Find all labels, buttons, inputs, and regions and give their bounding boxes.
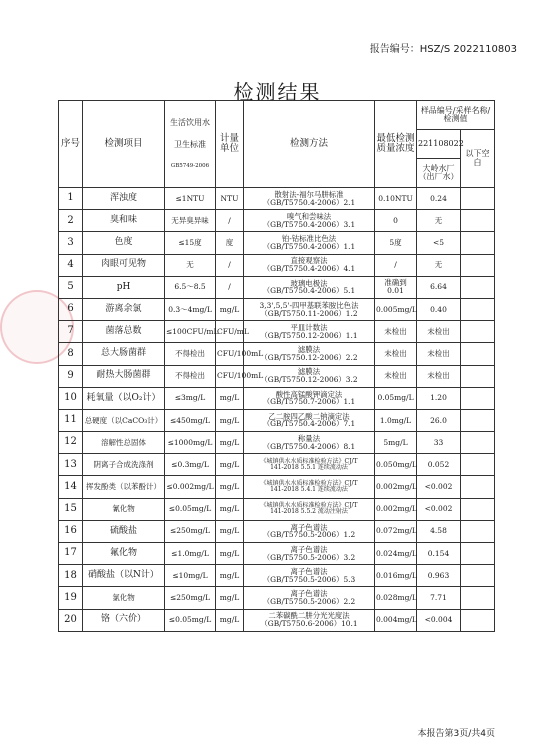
table-row — [59, 565, 495, 587]
row-limit: 不得检出 — [165, 365, 216, 387]
row-method-standard: （GB/T5750.5-2006）2.2 — [262, 596, 356, 606]
row-blank — [461, 210, 495, 232]
row-mdl: 未检出 — [375, 343, 417, 365]
row-blank — [461, 454, 495, 476]
row-value: 7.71 — [417, 587, 461, 609]
row-item: 菌落总数 — [83, 321, 165, 343]
row-unit: mg/L — [216, 298, 244, 320]
row-value: 4.58 — [417, 520, 461, 542]
row-method-name: 直接观察法 — [290, 256, 328, 266]
row-item: 总大肠菌群 — [83, 343, 165, 365]
table-row — [59, 232, 495, 254]
row-method-name: 铂-钴标准比色法 — [281, 234, 337, 244]
row-limit: ≤1NTU — [165, 188, 216, 210]
table-row — [59, 276, 495, 298]
row-value: 0.963 — [417, 565, 461, 587]
row-method-standard: （GB/T5750.5-2006）3.2 — [262, 552, 356, 562]
row-method-name: 离子色谱法 — [290, 522, 328, 532]
row-limit: ≤0.05mg/L — [165, 609, 216, 631]
row-unit: mg/L — [216, 409, 244, 431]
row-number: 1 — [59, 188, 83, 210]
row-method-standard: （GB/T5750.4-2006）5.1 — [262, 286, 356, 296]
row-value: <5 — [417, 232, 461, 254]
row-item: 色度 — [83, 232, 165, 254]
row-unit: mg/L — [216, 565, 244, 587]
row-limit: ≤0.002mg/L — [165, 476, 216, 498]
row-number: 2 — [59, 210, 83, 232]
row-blank — [461, 321, 495, 343]
row-method — [244, 498, 375, 520]
row-unit: mg/L — [216, 454, 244, 476]
row-number: 7 — [59, 321, 83, 343]
row-unit: mg/L — [216, 587, 244, 609]
row-method — [244, 365, 375, 387]
row-mdl: 0 — [375, 210, 417, 232]
row-limit: ≤0.05mg/L — [165, 498, 216, 520]
row-unit: CFU/100mL — [216, 365, 244, 387]
row-number: 12 — [59, 432, 83, 454]
row-value: 无 — [417, 210, 461, 232]
row-blank — [461, 609, 495, 631]
table-row — [59, 365, 495, 387]
row-method — [244, 232, 375, 254]
header-method: 检测方法 — [244, 101, 375, 188]
row-method-standard: （GB/T5750.4-2006）8.1 — [262, 441, 356, 451]
row-number: 16 — [59, 520, 83, 542]
row-mdl: 准确到0.01 — [375, 276, 417, 298]
page-footer: 本报告第3页/共4页 — [417, 729, 495, 739]
row-limit: 不得检出 — [165, 343, 216, 365]
row-value: 33 — [417, 432, 461, 454]
header-item: 检测项目 — [83, 101, 165, 188]
row-value: 6.64 — [417, 276, 461, 298]
row-unit: mg/L — [216, 609, 244, 631]
row-blank — [461, 276, 495, 298]
row-item: 肉眼可见物 — [83, 254, 165, 276]
row-unit: mg/L — [216, 476, 244, 498]
row-mdl: 未检出 — [375, 321, 417, 343]
row-limit: ≤450mg/L — [165, 409, 216, 431]
row-item: 臭和味 — [83, 210, 165, 232]
table-row — [59, 298, 495, 320]
results-table — [58, 100, 495, 632]
row-mdl: 5mg/L — [375, 432, 417, 454]
header-standard-code: GB5749-2006 — [170, 162, 210, 169]
row-method-standard: （GB/T5750.4-2006）1.1 — [262, 241, 356, 251]
table-row — [59, 409, 495, 431]
row-blank — [461, 498, 495, 520]
row-method — [244, 543, 375, 565]
row-value: 26.0 — [417, 409, 461, 431]
row-unit: mg/L — [216, 432, 244, 454]
header-mdl: 最低检测质量浓度 — [375, 101, 417, 188]
row-method — [244, 409, 375, 431]
row-blank — [461, 565, 495, 587]
row-method-name: 乙二胺四乙酸二钠滴定法 — [268, 411, 350, 421]
row-method-name: 《城镇供水水质标准检验方法》CJ/T — [260, 501, 358, 509]
row-item: 总硬度（以CaCO₃计） — [83, 409, 165, 431]
row-method-standard: （GB/T5750.4-2006）2.1 — [262, 197, 356, 207]
row-item: pH — [83, 276, 165, 298]
row-method — [244, 254, 375, 276]
row-value: <0.002 — [417, 498, 461, 520]
row-number: 5 — [59, 276, 83, 298]
row-mdl: 0.10NTU — [375, 188, 417, 210]
row-blank — [461, 543, 495, 565]
row-method — [244, 520, 375, 542]
row-number: 6 — [59, 298, 83, 320]
row-method — [244, 387, 375, 409]
row-limit: 无 — [165, 254, 216, 276]
header-sample-name: 大岭水厂（出厂水） — [417, 159, 461, 188]
row-limit: ≤10mg/L — [165, 565, 216, 587]
row-item: 浑浊度 — [83, 188, 165, 210]
row-method-standard: （GB/T5750.6-2006）10.1 — [260, 619, 358, 629]
row-blank — [461, 409, 495, 431]
row-method-name: 滤膜法 — [297, 367, 321, 377]
row-unit: mg/L — [216, 498, 244, 520]
row-number: 19 — [59, 587, 83, 609]
row-mdl: 0.028mg/L — [375, 587, 417, 609]
header-unit: 计量单位 — [216, 101, 244, 188]
row-blank — [461, 254, 495, 276]
row-method — [244, 587, 375, 609]
row-mdl: 1.0mg/L — [375, 409, 417, 431]
table-row — [59, 609, 495, 631]
row-value: 0.40 — [417, 298, 461, 320]
row-limit: 无异臭异味 — [165, 210, 216, 232]
row-value: 未检出 — [417, 365, 461, 387]
table-row — [59, 432, 495, 454]
row-method-name: 嗅气和尝味法 — [286, 212, 332, 222]
row-number: 15 — [59, 498, 83, 520]
row-method-standard: （GB/T5750.12-2006）3.2 — [260, 375, 358, 385]
table-row — [59, 454, 495, 476]
row-blank — [461, 587, 495, 609]
header-sample-group: 样品编号/采样名称/检测值 — [417, 101, 495, 130]
header-standard-line1: 生活饮用水 — [170, 117, 210, 127]
report-number: 报告编号：HSZ/S 2022110803 — [369, 44, 517, 55]
row-item: 挥发酚类（以苯酚计） — [83, 476, 165, 498]
header-standard-line2: 卫生标准 — [174, 140, 206, 150]
table-row — [59, 476, 495, 498]
row-limit: ≤1000mg/L — [165, 432, 216, 454]
row-number: 10 — [59, 387, 83, 409]
row-method-standard: 141-2018 5.4.1 连续流动法 — [270, 486, 348, 494]
row-method-standard: （GB/T5750.4-2006）4.1 — [262, 264, 356, 274]
header-sample-id: 221108022 — [417, 130, 461, 159]
row-unit: mg/L — [216, 387, 244, 409]
table-row — [59, 587, 495, 609]
row-number: 11 — [59, 409, 83, 431]
table-row — [59, 210, 495, 232]
row-number: 18 — [59, 565, 83, 587]
row-method — [244, 276, 375, 298]
row-method-name: 散射法-福尔马肼标准 — [274, 189, 344, 199]
row-item: 耐热大肠菌群 — [83, 365, 165, 387]
table-row — [59, 498, 495, 520]
row-mdl: 0.016mg/L — [375, 565, 417, 587]
row-method — [244, 298, 375, 320]
row-method — [244, 565, 375, 587]
row-method — [244, 188, 375, 210]
row-limit: ≤250mg/L — [165, 587, 216, 609]
row-method-name: 二苯碳酰二肼分光光度法 — [268, 611, 350, 621]
row-item: 氟化物 — [83, 543, 165, 565]
row-mdl: 未检出 — [375, 365, 417, 387]
row-number: 3 — [59, 232, 83, 254]
row-method-name: 《城镇供水水质标准检验方法》CJ/T — [260, 479, 358, 487]
row-mdl: / — [375, 254, 417, 276]
row-blank — [461, 298, 495, 320]
row-number: 14 — [59, 476, 83, 498]
row-mdl: 0.072mg/L — [375, 520, 417, 542]
row-method-name: 离子色谱法 — [290, 544, 328, 554]
row-item: 阴离子合成洗涤剂 — [83, 454, 165, 476]
row-method-standard: （GB/T5750.4-2006）7.1 — [262, 419, 356, 429]
row-value: 未检出 — [417, 321, 461, 343]
row-method-standard: （GB/T5750.11-2006）1.2 — [260, 308, 358, 318]
row-method-standard: （GB/T5750.12-2006）1.1 — [260, 330, 358, 340]
row-mdl: 5度 — [375, 232, 417, 254]
header-seq: 序号 — [59, 101, 83, 188]
row-mdl: 0.005mg/L — [375, 298, 417, 320]
row-number: 4 — [59, 254, 83, 276]
row-item: 溶解性总固体 — [83, 432, 165, 454]
row-item: 氯化物 — [83, 587, 165, 609]
row-method-standard: 141-2018 5.5.1 连续流动法 — [270, 463, 348, 471]
row-method — [244, 210, 375, 232]
table-row — [59, 520, 495, 542]
table-header-row — [59, 101, 495, 130]
row-value: 0.154 — [417, 543, 461, 565]
row-limit: ≤3mg/L — [165, 387, 216, 409]
row-unit: mg/L — [216, 543, 244, 565]
row-value: 无 — [417, 254, 461, 276]
row-mdl: 0.050mg/L — [375, 454, 417, 476]
header-blank: 以下空白 — [461, 130, 495, 188]
row-blank — [461, 232, 495, 254]
row-blank — [461, 365, 495, 387]
row-method-name: 滤膜法 — [297, 345, 321, 355]
row-blank — [461, 188, 495, 210]
row-method-name: 离子色谱法 — [290, 589, 328, 599]
row-method-name: 称量法 — [297, 433, 321, 443]
row-mdl: 0.024mg/L — [375, 543, 417, 565]
row-limit: ≤0.3mg/L — [165, 454, 216, 476]
row-method — [244, 343, 375, 365]
row-limit: ≤15度 — [165, 232, 216, 254]
row-method-standard: 141-2018 5.5.2 流动注射法 — [270, 508, 348, 516]
row-value: <0.004 — [417, 609, 461, 631]
row-unit: CFU/mL — [216, 321, 244, 343]
row-value: <0.002 — [417, 476, 461, 498]
row-mdl: 0.002mg/L — [375, 476, 417, 498]
row-unit: / — [216, 254, 244, 276]
row-method-standard: （GB/T5750.5-2006）1.2 — [262, 530, 356, 540]
row-number: 9 — [59, 365, 83, 387]
row-limit: 0.3～4mg/L — [165, 298, 216, 320]
row-item: 铬（六价） — [83, 609, 165, 631]
table-row — [59, 543, 495, 565]
table-body — [59, 188, 495, 632]
row-number: 17 — [59, 543, 83, 565]
row-item: 硫酸盐 — [83, 520, 165, 542]
row-method-name: 《城镇供水水质标准检验方法》CJ/T — [260, 457, 358, 465]
row-limit: ≤250mg/L — [165, 520, 216, 542]
row-value: 0.24 — [417, 188, 461, 210]
row-number: 13 — [59, 454, 83, 476]
row-number: 8 — [59, 343, 83, 365]
row-limit: ≤1.0mg/L — [165, 543, 216, 565]
row-method — [244, 609, 375, 631]
page-title: 检测结果 — [233, 80, 322, 104]
row-unit: NTU — [216, 188, 244, 210]
row-unit: mg/L — [216, 520, 244, 542]
row-item: 硝酸盐（以N计） — [83, 565, 165, 587]
row-method-name: 玻璃电极法 — [290, 278, 328, 288]
table-row — [59, 387, 495, 409]
row-mdl: 0.004mg/L — [375, 609, 417, 631]
row-mdl: 0.05mg/L — [375, 387, 417, 409]
row-method-standard: （GB/T5750.5-2006）5.3 — [262, 574, 356, 584]
row-item: 耗氧量（以O₂计） — [83, 387, 165, 409]
row-blank — [461, 343, 495, 365]
row-blank — [461, 520, 495, 542]
row-unit: / — [216, 276, 244, 298]
row-value: 0.052 — [417, 454, 461, 476]
table-row — [59, 188, 495, 210]
table-row — [59, 321, 495, 343]
row-blank — [461, 432, 495, 454]
row-method-standard: （GB/T5750.12-2006）2.2 — [260, 352, 358, 362]
row-unit: 度 — [216, 232, 244, 254]
row-method-name: 酸性高锰酸钾滴定法 — [275, 389, 343, 399]
row-method-name: 离子色谱法 — [290, 567, 328, 577]
row-value: 未检出 — [417, 343, 461, 365]
row-limit: 6.5～8.5 — [165, 276, 216, 298]
table-row — [59, 343, 495, 365]
row-method-name: 平皿计数法 — [290, 322, 328, 332]
row-unit: CFU/100mL — [216, 343, 244, 365]
row-method — [244, 454, 375, 476]
row-method-name: 3,3',5,5'-四甲基联苯胺比色法 — [259, 300, 359, 310]
row-method — [244, 432, 375, 454]
row-value: 1.20 — [417, 387, 461, 409]
table-row — [59, 254, 495, 276]
row-method-standard: （GB/T5750.7-2006）1.1 — [262, 397, 356, 407]
header-standard — [165, 101, 216, 188]
row-unit: / — [216, 210, 244, 232]
row-item: 氰化物 — [83, 498, 165, 520]
row-blank — [461, 387, 495, 409]
row-item: 游离余氯 — [83, 298, 165, 320]
row-mdl: 0.002mg/L — [375, 498, 417, 520]
row-blank — [461, 476, 495, 498]
row-number: 20 — [59, 609, 83, 631]
row-limit: ≤100CFU/mL — [165, 321, 216, 343]
row-method — [244, 476, 375, 498]
row-method-standard: （GB/T5750.4-2006）3.1 — [262, 219, 356, 229]
row-method — [244, 321, 375, 343]
